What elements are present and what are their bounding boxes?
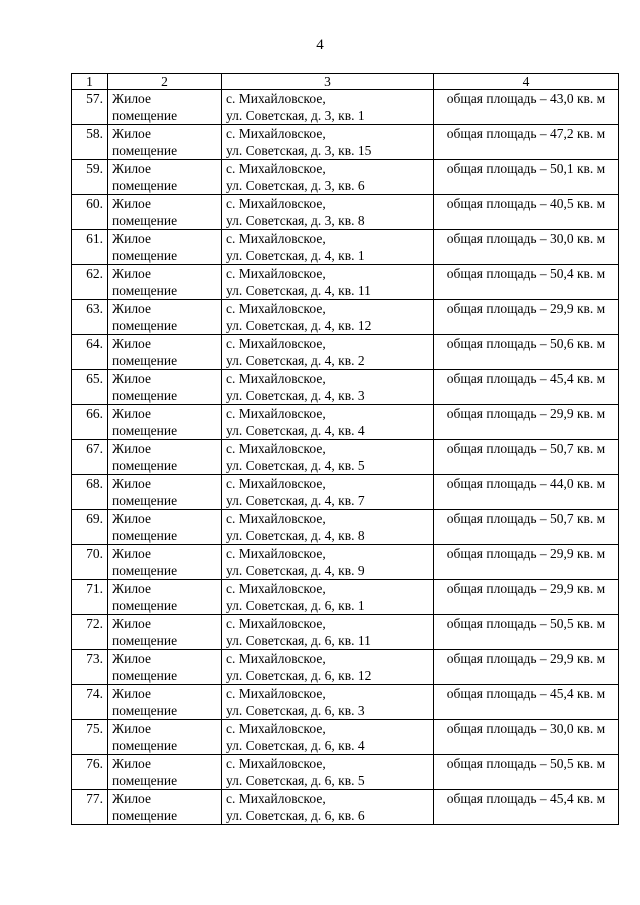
property-table xyxy=(71,73,619,825)
property-type-line: помещение xyxy=(112,633,178,648)
property-type-line: помещение xyxy=(112,353,178,368)
property-type-line: помещение xyxy=(112,808,178,823)
table-row xyxy=(72,545,619,580)
table-row xyxy=(72,440,619,475)
property-address-line: ул. Советская, д. 4, кв. 4 xyxy=(226,423,365,438)
property-address-line: с. Михайловское, xyxy=(226,581,326,596)
property-type-line: Жилое xyxy=(112,616,151,631)
property-area: общая площадь – 47,2 кв. м xyxy=(434,125,619,160)
table-row xyxy=(72,230,619,265)
property-area: общая площадь – 50,4 кв. м xyxy=(434,265,619,300)
row-number: 57. xyxy=(72,90,108,125)
table-row xyxy=(72,160,619,195)
property-address-line: ул. Советская, д. 6, кв. 11 xyxy=(226,633,371,648)
row-number: 70. xyxy=(72,545,108,580)
header-col-1: 1 xyxy=(72,74,108,90)
property-area: общая площадь – 45,4 кв. м xyxy=(434,370,619,405)
property-area: общая площадь – 30,0 кв. м xyxy=(434,720,619,755)
property-type-line: помещение xyxy=(112,493,178,508)
property-type xyxy=(108,545,222,580)
property-type xyxy=(108,125,222,160)
table-row xyxy=(72,335,619,370)
property-address xyxy=(222,300,434,335)
row-number: 69. xyxy=(72,510,108,545)
property-type xyxy=(108,650,222,685)
property-area: общая площадь – 50,7 кв. м xyxy=(434,510,619,545)
property-address xyxy=(222,230,434,265)
property-type-line: Жилое xyxy=(112,266,151,281)
property-type-line: помещение xyxy=(112,248,178,263)
property-address xyxy=(222,265,434,300)
property-type-line: Жилое xyxy=(112,476,151,491)
property-type-line: помещение xyxy=(112,283,178,298)
property-address-line: с. Михайловское, xyxy=(226,686,326,701)
row-number: 67. xyxy=(72,440,108,475)
property-type-line: помещение xyxy=(112,318,178,333)
property-type-line: помещение xyxy=(112,108,178,123)
property-type xyxy=(108,195,222,230)
property-address xyxy=(222,580,434,615)
table-body xyxy=(72,90,619,825)
property-address-line: ул. Советская, д. 3, кв. 15 xyxy=(226,143,372,158)
property-address-line: с. Михайловское, xyxy=(226,371,326,386)
property-address-line: с. Михайловское, xyxy=(226,266,326,281)
property-area: общая площадь – 50,7 кв. м xyxy=(434,440,619,475)
property-type-line: помещение xyxy=(112,213,178,228)
property-address xyxy=(222,545,434,580)
table-row xyxy=(72,755,619,790)
table-row xyxy=(72,475,619,510)
row-number: 72. xyxy=(72,615,108,650)
property-type-line: помещение xyxy=(112,423,178,438)
row-number: 62. xyxy=(72,265,108,300)
property-address-line: ул. Советская, д. 6, кв. 6 xyxy=(226,808,365,823)
table-row xyxy=(72,790,619,825)
row-number: 58. xyxy=(72,125,108,160)
property-address-line: с. Михайловское, xyxy=(226,791,326,806)
property-address xyxy=(222,90,434,125)
property-address xyxy=(222,510,434,545)
property-type-line: Жилое xyxy=(112,196,151,211)
property-type xyxy=(108,615,222,650)
row-number: 75. xyxy=(72,720,108,755)
property-address-line: ул. Советская, д. 4, кв. 5 xyxy=(226,458,365,473)
property-type xyxy=(108,160,222,195)
property-type xyxy=(108,720,222,755)
property-type-line: Жилое xyxy=(112,791,151,806)
property-address xyxy=(222,720,434,755)
table-row xyxy=(72,195,619,230)
table-row xyxy=(72,405,619,440)
property-address-line: ул. Советская, д. 3, кв. 8 xyxy=(226,213,365,228)
property-type-line: Жилое xyxy=(112,756,151,771)
property-area: общая площадь – 29,9 кв. м xyxy=(434,405,619,440)
table-row xyxy=(72,370,619,405)
property-type-line: Жилое xyxy=(112,406,151,421)
property-address-line: ул. Советская, д. 4, кв. 7 xyxy=(226,493,365,508)
table-row xyxy=(72,510,619,545)
property-address-line: ул. Советская, д. 4, кв. 8 xyxy=(226,528,365,543)
property-type-line: Жилое xyxy=(112,126,151,141)
property-address-line: с. Михайловское, xyxy=(226,161,326,176)
property-address-line: с. Михайловское, xyxy=(226,476,326,491)
property-type xyxy=(108,475,222,510)
property-address xyxy=(222,685,434,720)
property-type-line: Жилое xyxy=(112,721,151,736)
property-address xyxy=(222,335,434,370)
property-area: общая площадь – 30,0 кв. м xyxy=(434,230,619,265)
table-row xyxy=(72,650,619,685)
row-number: 73. xyxy=(72,650,108,685)
table-row xyxy=(72,615,619,650)
property-type-line: помещение xyxy=(112,143,178,158)
property-address-line: с. Михайловское, xyxy=(226,406,326,421)
property-address-line: ул. Советская, д. 4, кв. 3 xyxy=(226,388,365,403)
property-address-line: с. Михайловское, xyxy=(226,756,326,771)
property-area: общая площадь – 50,6 кв. м xyxy=(434,335,619,370)
property-area: общая площадь – 29,9 кв. м xyxy=(434,300,619,335)
property-address-line: с. Михайловское, xyxy=(226,721,326,736)
property-type xyxy=(108,790,222,825)
property-type xyxy=(108,405,222,440)
property-type-line: Жилое xyxy=(112,231,151,246)
property-address xyxy=(222,790,434,825)
table-row xyxy=(72,720,619,755)
row-number: 59. xyxy=(72,160,108,195)
row-number: 61. xyxy=(72,230,108,265)
property-address-line: ул. Советская, д. 3, кв. 1 xyxy=(226,108,365,123)
property-address-line: с. Михайловское, xyxy=(226,441,326,456)
property-type-line: помещение xyxy=(112,388,178,403)
property-address xyxy=(222,615,434,650)
property-address-line: с. Михайловское, xyxy=(226,651,326,666)
row-number: 76. xyxy=(72,755,108,790)
property-type xyxy=(108,685,222,720)
property-address-line: ул. Советская, д. 4, кв. 2 xyxy=(226,353,365,368)
property-type-line: помещение xyxy=(112,598,178,613)
property-address-line: с. Михайловское, xyxy=(226,616,326,631)
table-row xyxy=(72,300,619,335)
property-type-line: Жилое xyxy=(112,91,151,106)
property-address-line: ул. Советская, д. 3, кв. 6 xyxy=(226,178,365,193)
property-area: общая площадь – 29,9 кв. м xyxy=(434,650,619,685)
property-address-line: ул. Советская, д. 4, кв. 12 xyxy=(226,318,372,333)
property-address-line: с. Михайловское, xyxy=(226,301,326,316)
row-number: 74. xyxy=(72,685,108,720)
property-type-line: Жилое xyxy=(112,161,151,176)
property-type xyxy=(108,440,222,475)
property-address-line: ул. Советская, д. 6, кв. 12 xyxy=(226,668,372,683)
header-col-3: 3 xyxy=(222,74,434,90)
property-address-line: с. Михайловское, xyxy=(226,231,326,246)
property-type-line: Жилое xyxy=(112,651,151,666)
property-type-line: Жилое xyxy=(112,371,151,386)
table-row xyxy=(72,685,619,720)
property-area: общая площадь – 29,9 кв. м xyxy=(434,580,619,615)
property-type xyxy=(108,300,222,335)
property-address-line: ул. Советская, д. 4, кв. 9 xyxy=(226,563,365,578)
property-type-line: Жилое xyxy=(112,511,151,526)
row-number: 66. xyxy=(72,405,108,440)
property-address xyxy=(222,440,434,475)
row-number: 65. xyxy=(72,370,108,405)
property-address xyxy=(222,755,434,790)
property-address-line: с. Михайловское, xyxy=(226,91,326,106)
property-type-line: помещение xyxy=(112,668,178,683)
property-address-line: ул. Советская, д. 6, кв. 5 xyxy=(226,773,365,788)
property-type xyxy=(108,90,222,125)
row-number: 64. xyxy=(72,335,108,370)
table-row xyxy=(72,580,619,615)
property-address-line: ул. Советская, д. 4, кв. 1 xyxy=(226,248,365,263)
table-row xyxy=(72,90,619,125)
row-number: 77. xyxy=(72,790,108,825)
header-col-2: 2 xyxy=(108,74,222,90)
property-address xyxy=(222,125,434,160)
property-area: общая площадь – 45,4 кв. м xyxy=(434,790,619,825)
property-area: общая площадь – 50,5 кв. м xyxy=(434,615,619,650)
property-address-line: ул. Советская, д. 6, кв. 3 xyxy=(226,703,365,718)
property-type-line: Жилое xyxy=(112,546,151,561)
property-address-line: ул. Советская, д. 4, кв. 11 xyxy=(226,283,371,298)
property-type xyxy=(108,580,222,615)
row-number: 60. xyxy=(72,195,108,230)
property-type xyxy=(108,265,222,300)
property-address xyxy=(222,650,434,685)
property-address-line: с. Михайловское, xyxy=(226,126,326,141)
property-type xyxy=(108,755,222,790)
property-type xyxy=(108,230,222,265)
row-number: 71. xyxy=(72,580,108,615)
property-area: общая площадь – 29,9 кв. м xyxy=(434,545,619,580)
property-address-line: с. Михайловское, xyxy=(226,196,326,211)
table-row xyxy=(72,265,619,300)
property-type-line: помещение xyxy=(112,178,178,193)
property-type-line: помещение xyxy=(112,458,178,473)
table-header xyxy=(72,74,619,90)
row-number: 68. xyxy=(72,475,108,510)
row-number: 63. xyxy=(72,300,108,335)
property-area: общая площадь – 50,5 кв. м xyxy=(434,755,619,790)
property-type-line: Жилое xyxy=(112,336,151,351)
property-address-line: ул. Советская, д. 6, кв. 4 xyxy=(226,738,365,753)
property-type-line: помещение xyxy=(112,738,178,753)
property-area: общая площадь – 43,0 кв. м xyxy=(434,90,619,125)
property-address-line: с. Михайловское, xyxy=(226,546,326,561)
page-number: 4 xyxy=(316,37,324,53)
property-type-line: Жилое xyxy=(112,581,151,596)
property-type-line: Жилое xyxy=(112,301,151,316)
property-area: общая площадь – 40,5 кв. м xyxy=(434,195,619,230)
property-type-line: помещение xyxy=(112,773,178,788)
property-type-line: Жилое xyxy=(112,686,151,701)
header-col-4: 4 xyxy=(434,74,619,90)
property-type xyxy=(108,335,222,370)
table-row xyxy=(72,125,619,160)
property-type xyxy=(108,370,222,405)
property-address-line: ул. Советская, д. 6, кв. 1 xyxy=(226,598,365,613)
property-area: общая площадь – 45,4 кв. м xyxy=(434,685,619,720)
property-type xyxy=(108,510,222,545)
property-type-line: помещение xyxy=(112,703,178,718)
property-address-line: с. Михайловское, xyxy=(226,511,326,526)
property-type-line: помещение xyxy=(112,528,178,543)
property-address xyxy=(222,160,434,195)
property-type-line: Жилое xyxy=(112,441,151,456)
header-row xyxy=(72,74,619,90)
property-address xyxy=(222,405,434,440)
property-address xyxy=(222,195,434,230)
property-type-line: помещение xyxy=(112,563,178,578)
property-address-line: с. Михайловское, xyxy=(226,336,326,351)
property-area: общая площадь – 44,0 кв. м xyxy=(434,475,619,510)
property-address xyxy=(222,475,434,510)
property-area: общая площадь – 50,1 кв. м xyxy=(434,160,619,195)
property-address xyxy=(222,370,434,405)
